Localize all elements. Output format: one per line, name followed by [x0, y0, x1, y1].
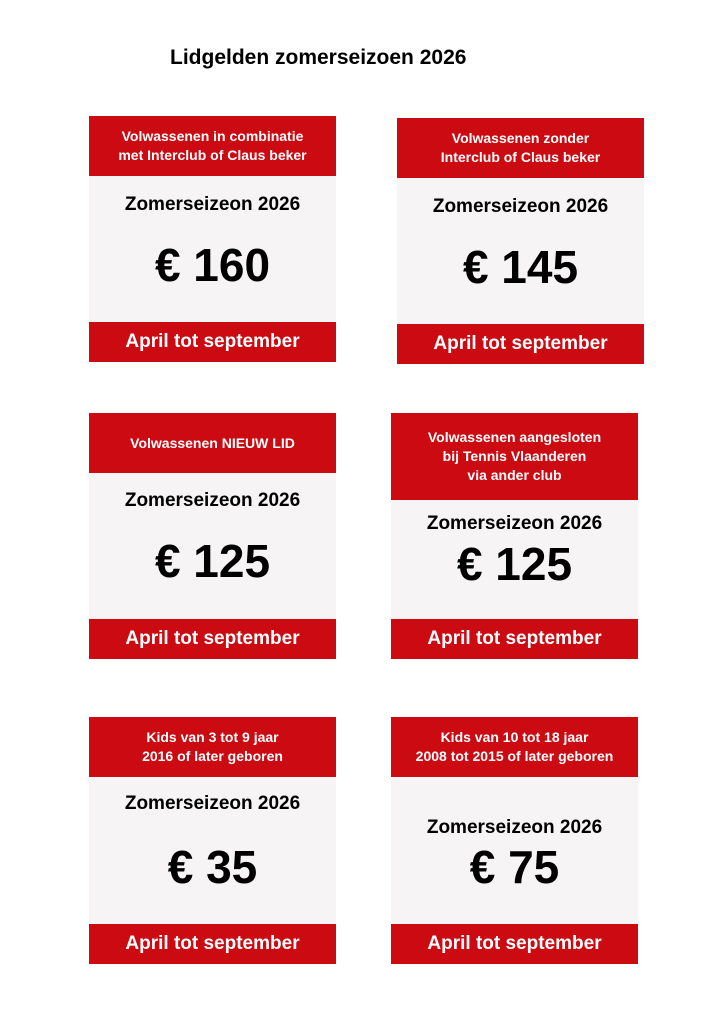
price-value: € 125 — [456, 538, 573, 590]
card-body — [391, 777, 638, 924]
price-value: € 35 — [167, 841, 258, 893]
fee-card-adults-other-club — [391, 413, 638, 659]
season-label: Zomerseizeon 2026 — [432, 196, 609, 217]
fee-card-adults-interclub — [89, 116, 336, 362]
season-label: Zomerseizeon 2026 — [426, 817, 603, 838]
card-header: Kids van 3 tot 9 jaar 2016 of later geboren — [89, 717, 336, 777]
season-label: Zomerseizeon 2026 — [426, 513, 603, 534]
price-value: € 160 — [154, 239, 271, 291]
card-header: Volwassenen NIEUW LID — [89, 413, 336, 473]
fee-card-kids-10-18 — [391, 717, 638, 964]
card-header: Volwassenen in combinatie met Interclub of Claus beker — [89, 116, 336, 176]
period-label: April tot september — [391, 924, 638, 964]
period-label: April tot september — [89, 924, 336, 964]
fee-card-adults-new-member — [89, 413, 336, 659]
card-body — [89, 473, 336, 619]
fee-card-adults-no-interclub — [397, 118, 644, 364]
card-body — [391, 500, 638, 619]
page-title: Lidgelden zomerseizoen 2026 — [170, 46, 467, 69]
period-label: April tot september — [397, 324, 644, 364]
season-label: Zomerseizeon 2026 — [124, 490, 301, 511]
period-label: April tot september — [89, 322, 336, 362]
season-label: Zomerseizeon 2026 — [124, 793, 301, 814]
season-label: Zomerseizeon 2026 — [124, 194, 301, 215]
price-value: € 75 — [469, 841, 560, 893]
fee-card-kids-3-9 — [89, 717, 336, 964]
card-header: Kids van 10 tot 18 jaar 2008 tot 2015 of later geboren — [391, 717, 638, 777]
card-header: Volwassenen aangesloten bij Tennis Vlaanderen via ander club — [391, 413, 638, 500]
card-body — [397, 178, 644, 324]
card-header: Volwassenen zonder Interclub of Claus beker — [397, 118, 644, 178]
period-label: April tot september — [89, 619, 336, 659]
period-label: April tot september — [391, 619, 638, 659]
price-value: € 145 — [462, 241, 579, 293]
price-value: € 125 — [154, 535, 271, 587]
card-body — [89, 176, 336, 322]
card-body — [89, 777, 336, 924]
